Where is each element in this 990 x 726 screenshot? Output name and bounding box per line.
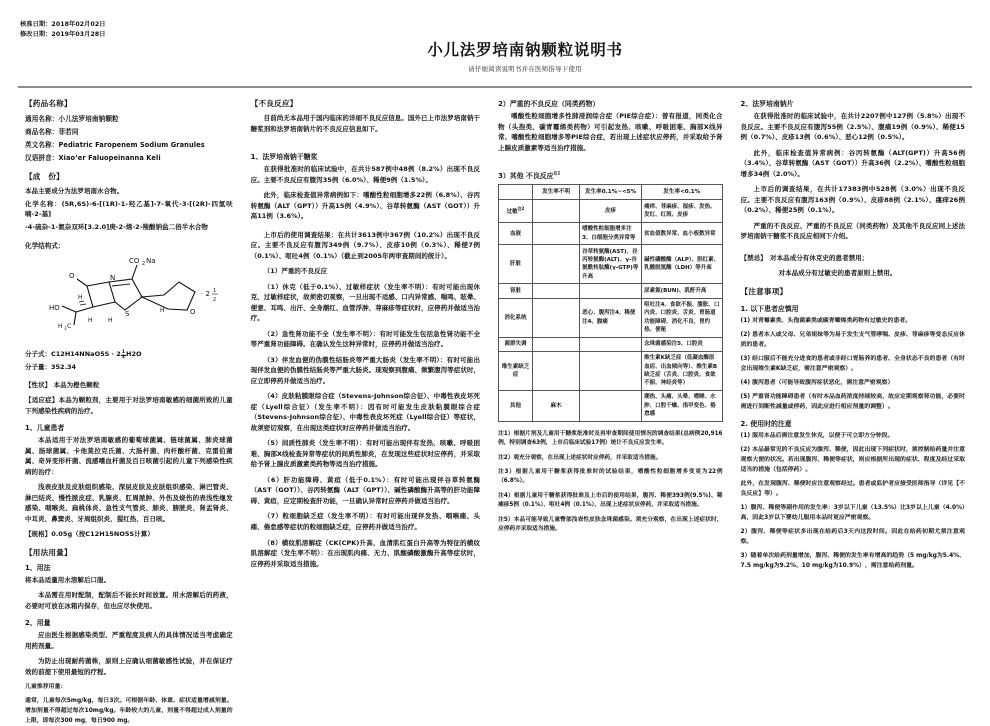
specification-label: 【规格】 [25, 530, 52, 539]
use-note-5: 2）腹泻、稀便等症状多出现在给药后3天内这段时间。因此在给药初期尤须注意观察。 [740, 529, 965, 546]
section-caution-heading: 【注意事项】 [740, 286, 788, 296]
header-divider [18, 86, 972, 88]
mol-formula-label: 分子式： [25, 350, 51, 359]
adr-granule-p2: 此外，临床检查值异常病例如下：嗜酸性粒细胞增多22例（6.8%）、谷丙转氨酶（ALT（GPT））升高15例（4.9%）、谷草转氨酶（AST（GOT））升高11例（3.6%）。 [250, 191, 481, 221]
caution-group-1-heading: 1. 以下患者应慎用 [740, 304, 799, 313]
adr-class-heading: 2）严重的不良反应（同类药物） [498, 100, 600, 108]
row-label-vitamin: 维生素缺乏症 [499, 351, 533, 390]
use-note-6: 3）随着单次给药剂量增加，腹泻、稀便的发生率有增高的趋势（5 mg/kg为5.4%、7.5 mg/kg为9.2%、10 mg/kg为10.9%），需注意给药剂量。 [740, 553, 965, 570]
section-drug-name-heading: 【药品名称】 [25, 99, 72, 108]
row-label-sup: 注2 [517, 206, 525, 212]
adr-item-3: （3）伴发血便的伪膜性结肠炎等严重大肠炎（发生率不明）：有时可能出现伴发血便的伪膜性结肠炎等严重大肠炎。现观察到腹痛、频繁腹泻等症状时，应立即停药并做适当治疗。 [250, 355, 481, 385]
th-low-rate: 发生率<0.1% [642, 185, 722, 200]
svg-text:S: S [124, 310, 130, 319]
properties-value: 本品为橙色颗粒 [53, 380, 100, 389]
adr-other-heading-sup: 注1 [553, 170, 561, 176]
caution-item-2: (2) 患者本人或父母、兄弟姐妹等为易于发生支气管哮喘、皮疹、荨麻疹等变态反应体质的患者。 [740, 331, 965, 348]
table-row [499, 337, 722, 351]
adverse-reaction-table [498, 184, 722, 422]
chem-name-label: 化学名称： [25, 199, 62, 208]
caution-item-3: (3) 经口服后不能充分进食的患者或非经口胃肠养的患者、全身状态不良的患者（有时会出现维生素K缺乏症，需注意严密观察）。 [740, 355, 965, 372]
indication-group-1-heading: 1、儿童患者 [25, 424, 65, 433]
pinyin-label: 汉语拼音： [25, 153, 59, 162]
svg-text:H: H [87, 317, 93, 325]
caution-group-2-heading: 2. 使用时的注意 [740, 419, 792, 428]
dosage-usage-heading: 1、用法 [25, 563, 51, 572]
adr-item-7: （7）粒细胞缺乏症（发生率不明）：有时可能出现伴发热、咽喉痛、头痛、倦怠感等症状的粒细胞缺乏症，应停药并做适当治疗。 [250, 512, 481, 531]
mol-weight-label: 分子量： [25, 363, 51, 372]
table-footnote-5: 注5）本品可能导致儿童臀部浅表性皮肤念珠菌感染。须充分观察，在出现上述症状时，应停药并采取适当措施。 [498, 516, 723, 532]
svg-text:· 2: · 2 [200, 290, 210, 299]
cell-liver-unknown [533, 245, 580, 284]
table-footnote-1: 注1）根据片剂及儿童用干糖浆批准时及再审查期间使用情况的调查结果(总病例20,916例，特别调查63例，上市后临床试验17例）统计不良反应发生率。 [498, 430, 723, 447]
th-mid-rate: 发生率0.1%~<5% [580, 185, 642, 200]
dosage-amount-p2: 为防止出现耐药菌株，原则上应确认细菌敏感性试验，并在保证疗效的前提下使用最短的疗程。 [25, 657, 233, 676]
table-row [499, 200, 722, 223]
caution-item-4: (4) 腹泻患者（可能导致腹泻症状恶化，需注意严密观察） [740, 379, 894, 386]
adr-granule-p1: 在获得批准时的临床试验中，在共计587例中48例（8.2%）出现不良反应。主要不良反应有腹泻35例（6.0%）、稀便9例（1.5%）。 [250, 165, 481, 184]
svg-text:HO: HO [48, 304, 60, 313]
caution-item-1: (1) 对青霉素类、头孢菌素类或碳青霉烯类药物有过敏史的患者。 [740, 317, 912, 324]
content-columns [16, 98, 974, 725]
table-header-row [499, 185, 722, 200]
cell-liver-low: 碱性磷酸酶（ALP）、胆红素、乳酸脱氢酶（LDH）等升高 [642, 245, 722, 284]
adr-other-heading-text: 3）其他 不良反应 [498, 172, 554, 181]
approval-date: 核准日期：2018年02月02日 [20, 21, 106, 28]
cell-kidney-low: 尿素氮(BUN)、肌酐升高 [642, 284, 722, 298]
tablet-adr-p3: 上市后的调查结果，在共计17383例中528例（3.0%）出现不良反应。主要不良反应有腹泻163例（0.9%）、皮疹88例（2.1%）、瘙痒26例（0.2%）、稀便25例（0.1%）。 [740, 185, 965, 215]
table-row [499, 245, 722, 284]
title-block [16, 38, 974, 73]
cell-allergy-low: 痛痒、荨麻疹、湿疹、发热、发红、红斑、皮疹 [642, 200, 722, 223]
adr-granule-p3: 上市后的使用调查结果：在共计3613例中367例（10.2%）出现不良反应。主要不良反应有腹泻349例（9.7%）、皮疹10例（0.3%）、稀便7例（0.1%）、呕吐4例（0.1%）（截止到2005年两审查期间的统计）。 [250, 230, 481, 260]
tablet-adr-p1: 在获得批准时的临床试验中，在共计2207例中127例（5.8%）出现不良反应。主要不良反应有腹泻55例（2.5%）、腹痛19例（0.9%）、稀便15例（0.7%）、皮疹13例（0.6%）、恶心12例（0.5%）。 [740, 112, 965, 142]
cell-blood-mid: 嗜酸性粒细胞增多注3、白细胞分类异常等 [580, 222, 642, 245]
column-drug-name [16, 98, 242, 725]
cell-flora-low: 念珠菌感染注5、口腔炎 [642, 337, 722, 351]
cell-blood-low: 贫血值数异常、血小板数异常 [642, 222, 722, 245]
column-adverse-reactions [242, 98, 489, 688]
chem-name-line1 [25, 199, 233, 220]
cell-vitamin-mid [580, 351, 642, 390]
indication-text: 本品为颗粒剂，主要用于对法罗培南敏感的细菌所致的儿童下列感染性疾病的治疗。 [25, 396, 233, 415]
chem-name-line2: -4-硫杂-1-氮杂双环[3.2.0]庚-2-烯-2-羧酸钠盐二倍半水合物 [25, 222, 208, 231]
cell-vitamin-unknown [533, 351, 580, 390]
cell-allergy-unknown [533, 200, 580, 223]
table-row [499, 298, 722, 337]
cell-kidney-unknown [533, 284, 580, 298]
cell-other-mid [580, 390, 642, 421]
th-unknown-rate: 发生率不明 [533, 185, 580, 200]
contraindication-label: 【禁忌】 [740, 253, 764, 262]
table-row [499, 222, 722, 245]
row-label-other: 其他 [499, 390, 533, 421]
svg-text:C: C [66, 323, 72, 331]
pediatric-dose-text: 通常，儿童每次5mg/kg，每日3次。可根据年龄、体重、症状适量增减剂量。增加剂量不得超过每次10mg/kg。年龄较大的儿童，剂量不得超过成人剂量的上限，即每次300 mg，每日900 mg。 [25, 698, 233, 725]
english-name-value: Pediatric Faropenem Sodium Granules [58, 140, 205, 149]
indication-label: 【适应症】 [25, 396, 59, 405]
dates-block [20, 20, 106, 39]
caution-item-5: (5) 严重肾功能障碍患者（有时本品血药浓度持续较高，故应定期观察肾功能，必要时需进行间断性减量或停药，因此应进行相应剂量的调整）。 [740, 393, 965, 410]
row-label-kidney: 肾脏 [499, 284, 533, 298]
chem-name-text1: (5R,6S)-6-[(1R)-1-羟乙基]-7-氧代-3-[(2R)-四氢呋喃-2-基] [25, 199, 233, 219]
adr-item-2: （2）急性肾功能不全（发生率不明）：有时可能发生包括急性肾功能不全等严重肾功能障碍。在确认发生这种异常时，应停药并做适当治疗。 [250, 329, 481, 349]
row-label-allergy [499, 200, 533, 223]
svg-text:2: 2 [212, 297, 217, 304]
ingredient-main-text: 本品主要成分为法罗培南水合物。 [25, 187, 124, 196]
generic-name-label: 通用名称： [25, 115, 59, 123]
table-row [499, 351, 722, 390]
column-contraindications [732, 98, 974, 688]
dosage-amount-p1: 应由医生根据感染类型、严重程度及病人的具体情况适当考虑确定用药剂量。 [25, 631, 233, 650]
cell-flora-mid [580, 337, 642, 351]
table-footnote-3: 注3）根据儿童用干糖浆获得批准时的试验结果，嗜酸性粒细胞增多变更为22例（6.8%）。 [498, 468, 723, 485]
tablet-adr-p2: 此外，临床检查值异常病例：谷丙转氨酶（ALT(GPT)）升高56例（3.4%）、谷草转氨酶（AST（GOT））升高36例（2.2%）、嗜酸性粒细胞增多34例（2.0%）。 [740, 148, 965, 178]
adr-intro: 目前尚无本品用于国内临床的详细不良反应信息。国外已上市法罗培南钠干糖浆剂和法罗培南钠片的不良反应信息如下。 [250, 114, 481, 133]
adr-item-1: （1）休克（低于0.1%）、过敏样症状（发生率不明）：有时可能出现休克、过敏样症状，故须密切观察，一旦出现不适感、口内异常感、喘鸣、眩晕、便意、耳鸣、出汗、全身潮红、血管浮肿、荨麻疹等症状时，应停药并做适当治疗。 [250, 282, 481, 323]
svg-text:Na: Na [145, 257, 156, 266]
mol-formula-tail: H2O [126, 350, 142, 359]
indication-row [25, 395, 233, 416]
row-label-digestive: 消化系统 [499, 298, 533, 337]
cell-kidney-mid [580, 284, 642, 298]
svg-text:O: O [68, 272, 75, 281]
trade-name-value: 菲若同 [58, 127, 79, 136]
cell-allergy-mid: 皮疹 [580, 200, 642, 223]
adr-pie-paragraph: 嗜酸性粒细胞增多性肺浸润综合症（PIE综合症）：曾有报道，同类化合物（头孢类、碳青霉烯类药物）可引起发热、咳嗽、呼吸困难、胸部X线异常、嗜酸性粒细胞增多等PIE综合症，若出现上述症状应停药，并采取给予肾上腺皮质激素等适当治疗措施。 [498, 112, 723, 152]
chem-structure-label: 化学结构式： [25, 242, 65, 251]
cell-blood-unknown [533, 222, 580, 245]
section-dosage-heading: 【用法用量】 [25, 547, 72, 557]
molecular-formula-row [25, 348, 233, 361]
page-title: 小儿法罗培南钠颗粒说明书 [427, 41, 623, 59]
adr-item-5: （5）间质性肺炎（发生率不明）：有时可能出现伴有发热、咳嗽、呼吸困难、胸部X线检查异常等症状的间质性肺炎，在发现这些症状时应停药，并采取给予肾上腺皮质激素类药物等适当治疗措施。 [250, 439, 481, 469]
svg-text:O: O [189, 308, 196, 317]
pediatric-dose-heading: 儿童推荐用量： [25, 684, 67, 691]
table-row [499, 390, 722, 421]
document-header [16, 14, 974, 90]
adr-granule-heading: 1、法罗培南钠干糖浆 [250, 153, 318, 162]
indication-paragraph-1: 本品适用于对法罗培南敏感的葡萄球菌属、链球菌属、肺炎球菌属、肠球菌属、卡他莫拉克氏菌、大肠杆菌、肉杆酸杆菌、克雷伯菌属、奇异变形杆菌、流感嗜血杆菌及百日咳菌引起的儿童下列感染性疾病的治疗： [25, 436, 233, 476]
cell-liver-mid: 谷草转氨酶(AST)、谷丙转氨酶(ALT)、γ-谷氨酰转肽酶(γ-GTP)等升高 [580, 245, 642, 284]
revision-date: 修改日期：2019年03月28日 [20, 30, 106, 38]
use-note-1: (1) 服用本品后需注意发生休克，以便于可立即方分钟段。 [740, 432, 894, 439]
contraindication-text-1: 对本品成分有休克史的患者禁用； [770, 253, 869, 262]
specification-row [25, 529, 233, 540]
molecular-weight-row [25, 361, 233, 373]
adr-other-heading [498, 170, 722, 180]
section-adr-heading: 【不良反应】 [250, 99, 298, 108]
generic-name-value: 小儿法罗培南钠颗粒 [58, 115, 119, 123]
table-row [499, 284, 722, 298]
svg-text:2: 2 [141, 261, 146, 268]
cell-digestive-low: 呕吐注4、食欲不振、腹胀、口内炎、口腔炎、舌炎、胃肠道功能障碍、消化不良、胃灼热、便秘 [642, 298, 722, 337]
cell-other-unknown: 麻木 [533, 390, 580, 421]
row-label-liver: 肝脏 [499, 245, 533, 284]
frac-numerator: 1 [121, 349, 126, 355]
row-label-flora: 菌群失调 [499, 337, 533, 351]
properties-row [25, 380, 233, 391]
dosage-usage-p2: 本品需在用时配制，配制后不能长时间放置。用水溶解后的药液，必要时可放在冰箱内保存，但也应尽快使用。 [25, 591, 233, 610]
page-subtitle: 请仔细阅读说明书并在医师指导下使用 [468, 65, 582, 73]
svg-text:CO: CO [128, 257, 140, 266]
table-footnote-2: 注2）观充分观察，在出现上述症状时应停药，并采取适当措施。 [498, 454, 662, 461]
specification-value: 0.05g（按C12H15NO5S计算） [51, 530, 154, 539]
svg-text:N: N [109, 274, 116, 283]
english-name-label: 英文名称： [25, 140, 59, 149]
svg-text:3: 3 [63, 326, 67, 332]
contraindication-row-1 [741, 253, 965, 264]
use-note-4: 1）腹泻、稀便等副作用的发生率：3岁以下儿童（13.5%）比3岁以上儿童（4.0%）高，因此3岁以下婴幼儿服用本品时更应严密观察。 [740, 505, 965, 522]
adr-item-4: （4）皮肤粘膜眼综合症（Stevens-Johnson综合征）、中毒性表皮坏死症（Lyell综合征）（发生率不明）：因有时可能发生皮肤粘膜眼综合症（Stevens-Johnson综合征）、中毒性表皮坏死症（Lyell综合征）等症状，故须密切观察，在出现这类症状时应停药并做适当治疗。 [250, 392, 481, 432]
contraindication-text-2: 对本品成分有过敏史的患者原则上禁用。 [778, 269, 897, 278]
tablet-adr-p4: 严重的不良反应、严重的不良反应（同类药物）及其他不良反应同上述法罗培南钠干糖浆不良反应相同下介绍。 [740, 221, 965, 241]
table-footnote-4: 注4）根据儿童用干糖浆获得批准及上市后的使用结果，腹泻、稀便393例(9.5%)、稀痛疹5例（0.1%）、呕吐4例（0.1%），出现上述症状应停药，并采取适当措施。 [498, 492, 723, 509]
mol-formula-value: C12H14NNaO5S · 2 [51, 350, 121, 359]
cell-other-low: 潮热、头痛、头晕、嗜睡、水肿、口腔干燥、指甲变色、倦怠感 [642, 390, 722, 421]
svg-text:H: H [107, 317, 113, 325]
row-label-text: 过敏 [506, 208, 518, 215]
frac-denominator: 2 [121, 355, 126, 361]
cell-digestive-unknown [533, 298, 580, 337]
cell-digestive-mid: 恶心、腹泻注4、稀便注4、腹痛 [580, 298, 642, 337]
svg-text:H: H [159, 307, 165, 315]
column-adr-table [489, 98, 731, 688]
pinyin-value: Xiao’er Faluopeinanna Keli [58, 153, 161, 162]
svg-text:H: H [77, 294, 83, 302]
drug-name-fields [25, 113, 233, 164]
indication-paragraph-2: 浅表皮肤及皮肤组织感染、深层皮肤及皮肤组织感染、淋巴管炎、淋巴结炎、慢性脓皮症、乳腺炎、肛周脓肿、外伤及烧伤的表浅性继发感染、咽喉炎、扁桃体炎、急性支气管炎、肺炎、膀胱炎、肾盂肾炎、中耳炎、鼻窦炎、牙周组织炎、猩红热、百日咳。 [25, 483, 233, 523]
section-ingredient-heading: 【成 份】 [25, 172, 64, 182]
svg-text:1: 1 [212, 288, 217, 295]
dosage-usage-p1: 将本品适量用水溶解后口服。 [25, 575, 111, 584]
mol-weight-value: 352.34 [51, 363, 77, 372]
chem-structure-diagram [25, 252, 233, 344]
use-note-3: 此外，在发现腹泻、稀便时应注意观察经过。患者或监护者应接受医师指导（详见【不良反应】等）。 [740, 481, 965, 498]
properties-label: 【性状】 [25, 380, 52, 389]
adr-serious-heading: （1）严重的不良反应 [263, 267, 328, 276]
adr-item-6: （6）肝功能障碍、黄疸（低于0.1%）：有时可能出现伴谷草转氨酶（AST（GOT））、谷丙转氨酶（ALT（GPT））、碱性磷酸酶升高等的肝功能障碍、黄疸，应定期检查肝功能，一旦确认异常时应停药并做适当治疗。 [250, 475, 481, 505]
cell-flora-unknown [533, 337, 580, 351]
trade-name-label: 商品名称： [25, 127, 59, 136]
adr-item-8: （8）横纹肌溶解症（CK(CPK)升高、血清肌红蛋白升高等为特征的横纹肌溶解症（发生率不明）：在出现肌肉痛、无力、肌酸磷酸激酶升高等症状时，应停药并采取适当措施。 [250, 538, 481, 568]
cell-vitamin-low: 维生素K缺乏症（低凝血酶原血症、出血倾向等）、维生素B缺乏症（舌炎、口腔炎、食欲不振、神经炎等） [642, 351, 722, 390]
dosage-amount-heading: 2、用量 [25, 619, 51, 628]
row-label-blood: 血液 [499, 222, 533, 245]
svg-text:H: H [57, 323, 63, 331]
use-note-2: (2) 本品最常见的不良反应为腹泻、稀便，因此出现下列症状时，须控制给药量并注意观察大便的状况。若出现腹泻、稀便等症状，则应根据所出现的症状、程度及经过采取适当的措施（包括停药）。 [740, 446, 965, 474]
tablet-adr-heading: 2、法罗培南钠片 [740, 100, 794, 108]
th-category [499, 185, 533, 200]
